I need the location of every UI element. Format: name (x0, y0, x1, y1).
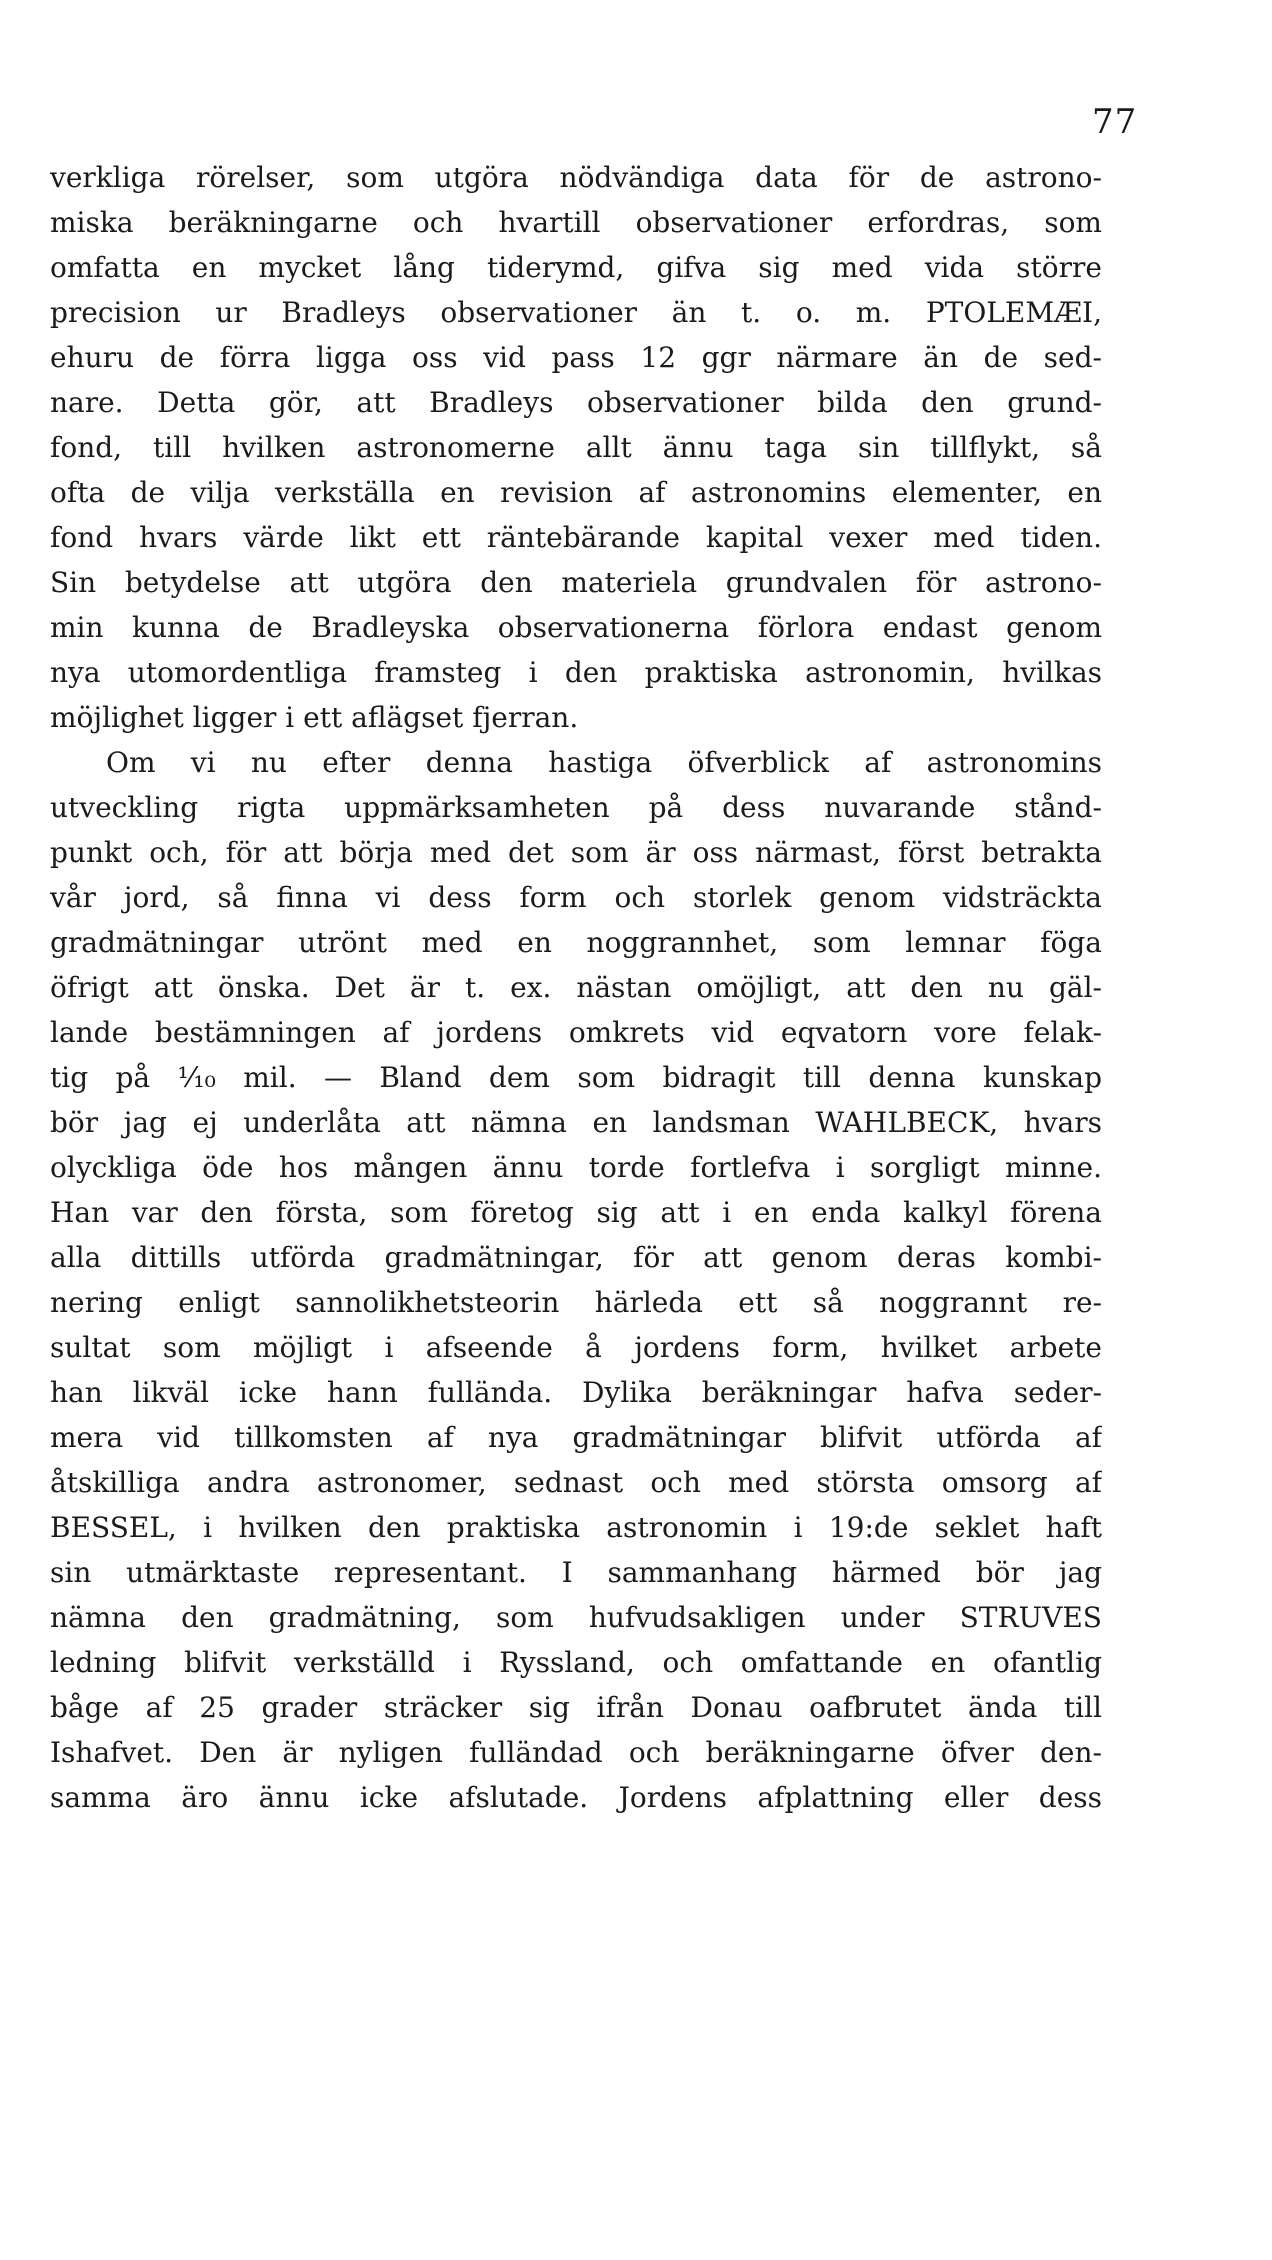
text-line: mera vid tillkomsten af nya gradmätningar blifvit utförda af (50, 1421, 1102, 1454)
text-line: min kunna de Bradleyska observationerna förlora endast genom (50, 611, 1102, 644)
text-line: punkt och, för att börja med det som är oss närmast, först betrakta (50, 836, 1102, 869)
text-line: verkliga rörelser, som utgöra nödvändiga data för de astrono- (50, 161, 1102, 194)
text-line: Ishafvet. Den är nyligen fulländad och beräkningarne öfver den- (50, 1736, 1102, 1769)
paragraph-start-line: Om vi nu efter denna hastiga öfverblick af astronomins (106, 746, 1102, 779)
text-line: ledning blifvit verkställd i Ryssland, och omfattande en ofantlig (50, 1646, 1102, 1679)
text-line: olyckliga öde hos mången ännu torde fortlefva i sorgligt minne. (50, 1151, 1102, 1184)
text-line: öfrigt att önska. Det är t. ex. nästan omöjligt, att den nu gäl- (50, 971, 1102, 1004)
text-line: miska beräkningarne och hvartill observationer erfordras, som (50, 206, 1102, 239)
text-line: gradmätningar utrönt med en noggrannhet, som lemnar föga (50, 926, 1102, 959)
text-line: sultat som möjligt i afseende å jordens form, hvilket arbete (50, 1331, 1102, 1364)
text-line: alla dittills utförda gradmätningar, för att genom deras kombi- (50, 1241, 1102, 1274)
text-line: samma äro ännu icke afslutade. Jordens afplattning eller dess (50, 1781, 1102, 1814)
text-line: BESSEL, i hvilken den praktiska astronomin i 19:de seklet haft (50, 1511, 1102, 1544)
text-line: lande bestämningen af jordens omkrets vid eqvatorn vore felak- (50, 1016, 1102, 1049)
text-line: bör jag ej underlåta att nämna en landsman WAHLBECK, hvars (50, 1106, 1102, 1139)
text-line: tig på ¹⁄₁₀ mil. — Bland dem som bidragit till denna kunskap (50, 1061, 1102, 1094)
text-line: ehuru de förra ligga oss vid pass 12 ggr närmare än de sed- (50, 341, 1102, 374)
text-line: nya utomordentliga framsteg i den praktiska astronomin, hvilkas (50, 656, 1102, 689)
text-line: sin utmärktaste representant. I sammanhang härmed bör jag (50, 1556, 1102, 1589)
text-line: han likväl icke hann fullända. Dylika beräkningar hafva seder- (50, 1376, 1102, 1409)
text-line: vår jord, så finna vi dess form och storlek genom vidsträckta (50, 881, 1102, 914)
text-line: nering enligt sannolikhetsteorin härleda ett så noggrannt re- (50, 1286, 1102, 1319)
text-line: nämna den gradmätning, som hufvudsakligen under STRUVES (50, 1601, 1102, 1634)
text-line: Sin betydelse att utgöra den materiela grundvalen för astrono- (50, 566, 1102, 599)
text-line: åtskilliga andra astronomer, sednast och med största omsorg af (50, 1466, 1102, 1499)
text-line: nare. Detta gör, att Bradleys observationer bilda den grund- (50, 386, 1102, 419)
text-line: fond hvars värde likt ett räntebärande kapital vexer med tiden. (50, 521, 1102, 554)
page-number: 77 (1092, 102, 1138, 142)
text-line: precision ur Bradleys observationer än t. o. m. PTOLEMÆI, (50, 296, 1102, 329)
text-line: båge af 25 grader sträcker sig ifrån Donau oafbrutet ända till (50, 1691, 1102, 1724)
text-line: ofta de vilja verkställa en revision af astronomins elementer, en (50, 476, 1102, 509)
paragraph-end-line: möjlighet ligger i ett aflägset fjerran. (50, 701, 579, 734)
body-text (50, 155, 1102, 1820)
text-line: Han var den första, som företog sig att i en enda kalkyl förena (50, 1196, 1102, 1229)
text-line: utveckling rigta uppmärksamheten på dess nuvarande stånd- (50, 791, 1102, 824)
text-line: fond, till hvilken astronomerne allt ännu taga sin tillflykt, så (50, 431, 1102, 464)
text-line: omfatta en mycket lång tiderymd, gifva sig med vida större (50, 251, 1102, 284)
